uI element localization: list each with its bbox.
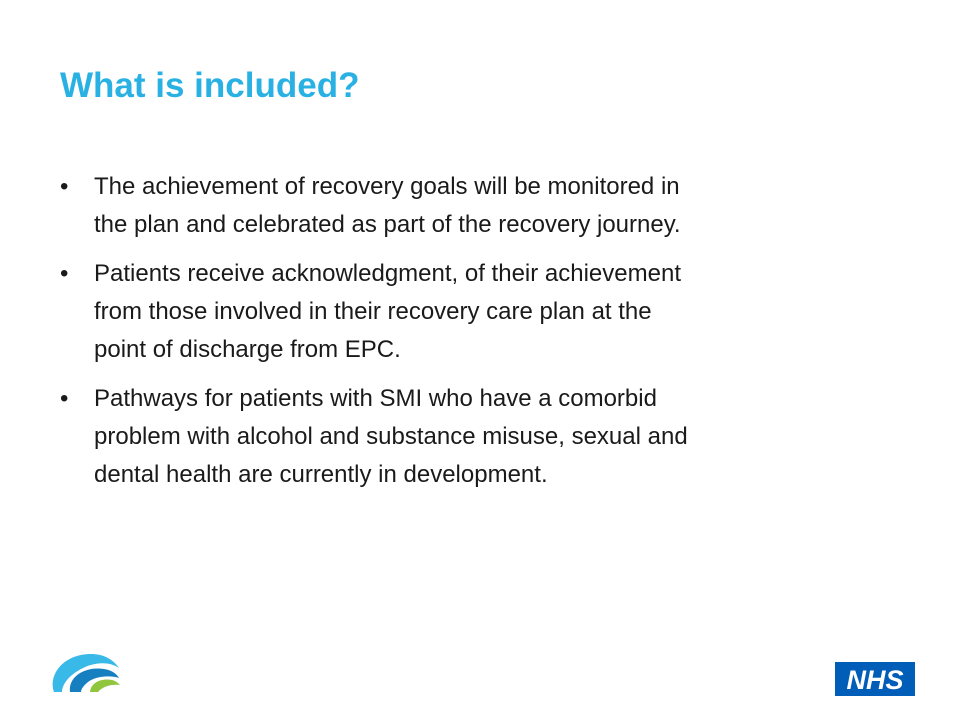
bullet-line: The achievement of recovery goals will be monitored in [94,173,680,200]
bullet-line: from those involved in their recovery care plan at the [94,298,652,325]
nhs-logo-icon [835,662,915,696]
bullet-line: Pathways for patients with SMI who have a comorbid [94,385,657,412]
wave-logo-icon [46,644,120,694]
bullet-marker: • [60,260,69,287]
bullet-line: dental health are currently in development. [94,461,548,488]
bullet-marker: • [60,173,69,200]
nhs-logo-text: NHS [846,665,904,695]
bullet-item [60,255,910,369]
nhs-logo [835,662,915,696]
bullet-line: the plan and celebrated as part of the recovery journey. [94,211,681,238]
bullet-marker: • [60,385,69,412]
bullet-line: problem with alcohol and substance misuse, sexual and [94,423,688,450]
bullet-line: point of discharge from EPC. [94,336,401,363]
bullet-item [60,380,910,494]
slide-title: What is included? [60,66,360,105]
bullet-item [60,168,910,244]
bullet-line: Patients receive acknowledgment, of their achievement [94,260,681,287]
bullet-list [60,168,910,505]
